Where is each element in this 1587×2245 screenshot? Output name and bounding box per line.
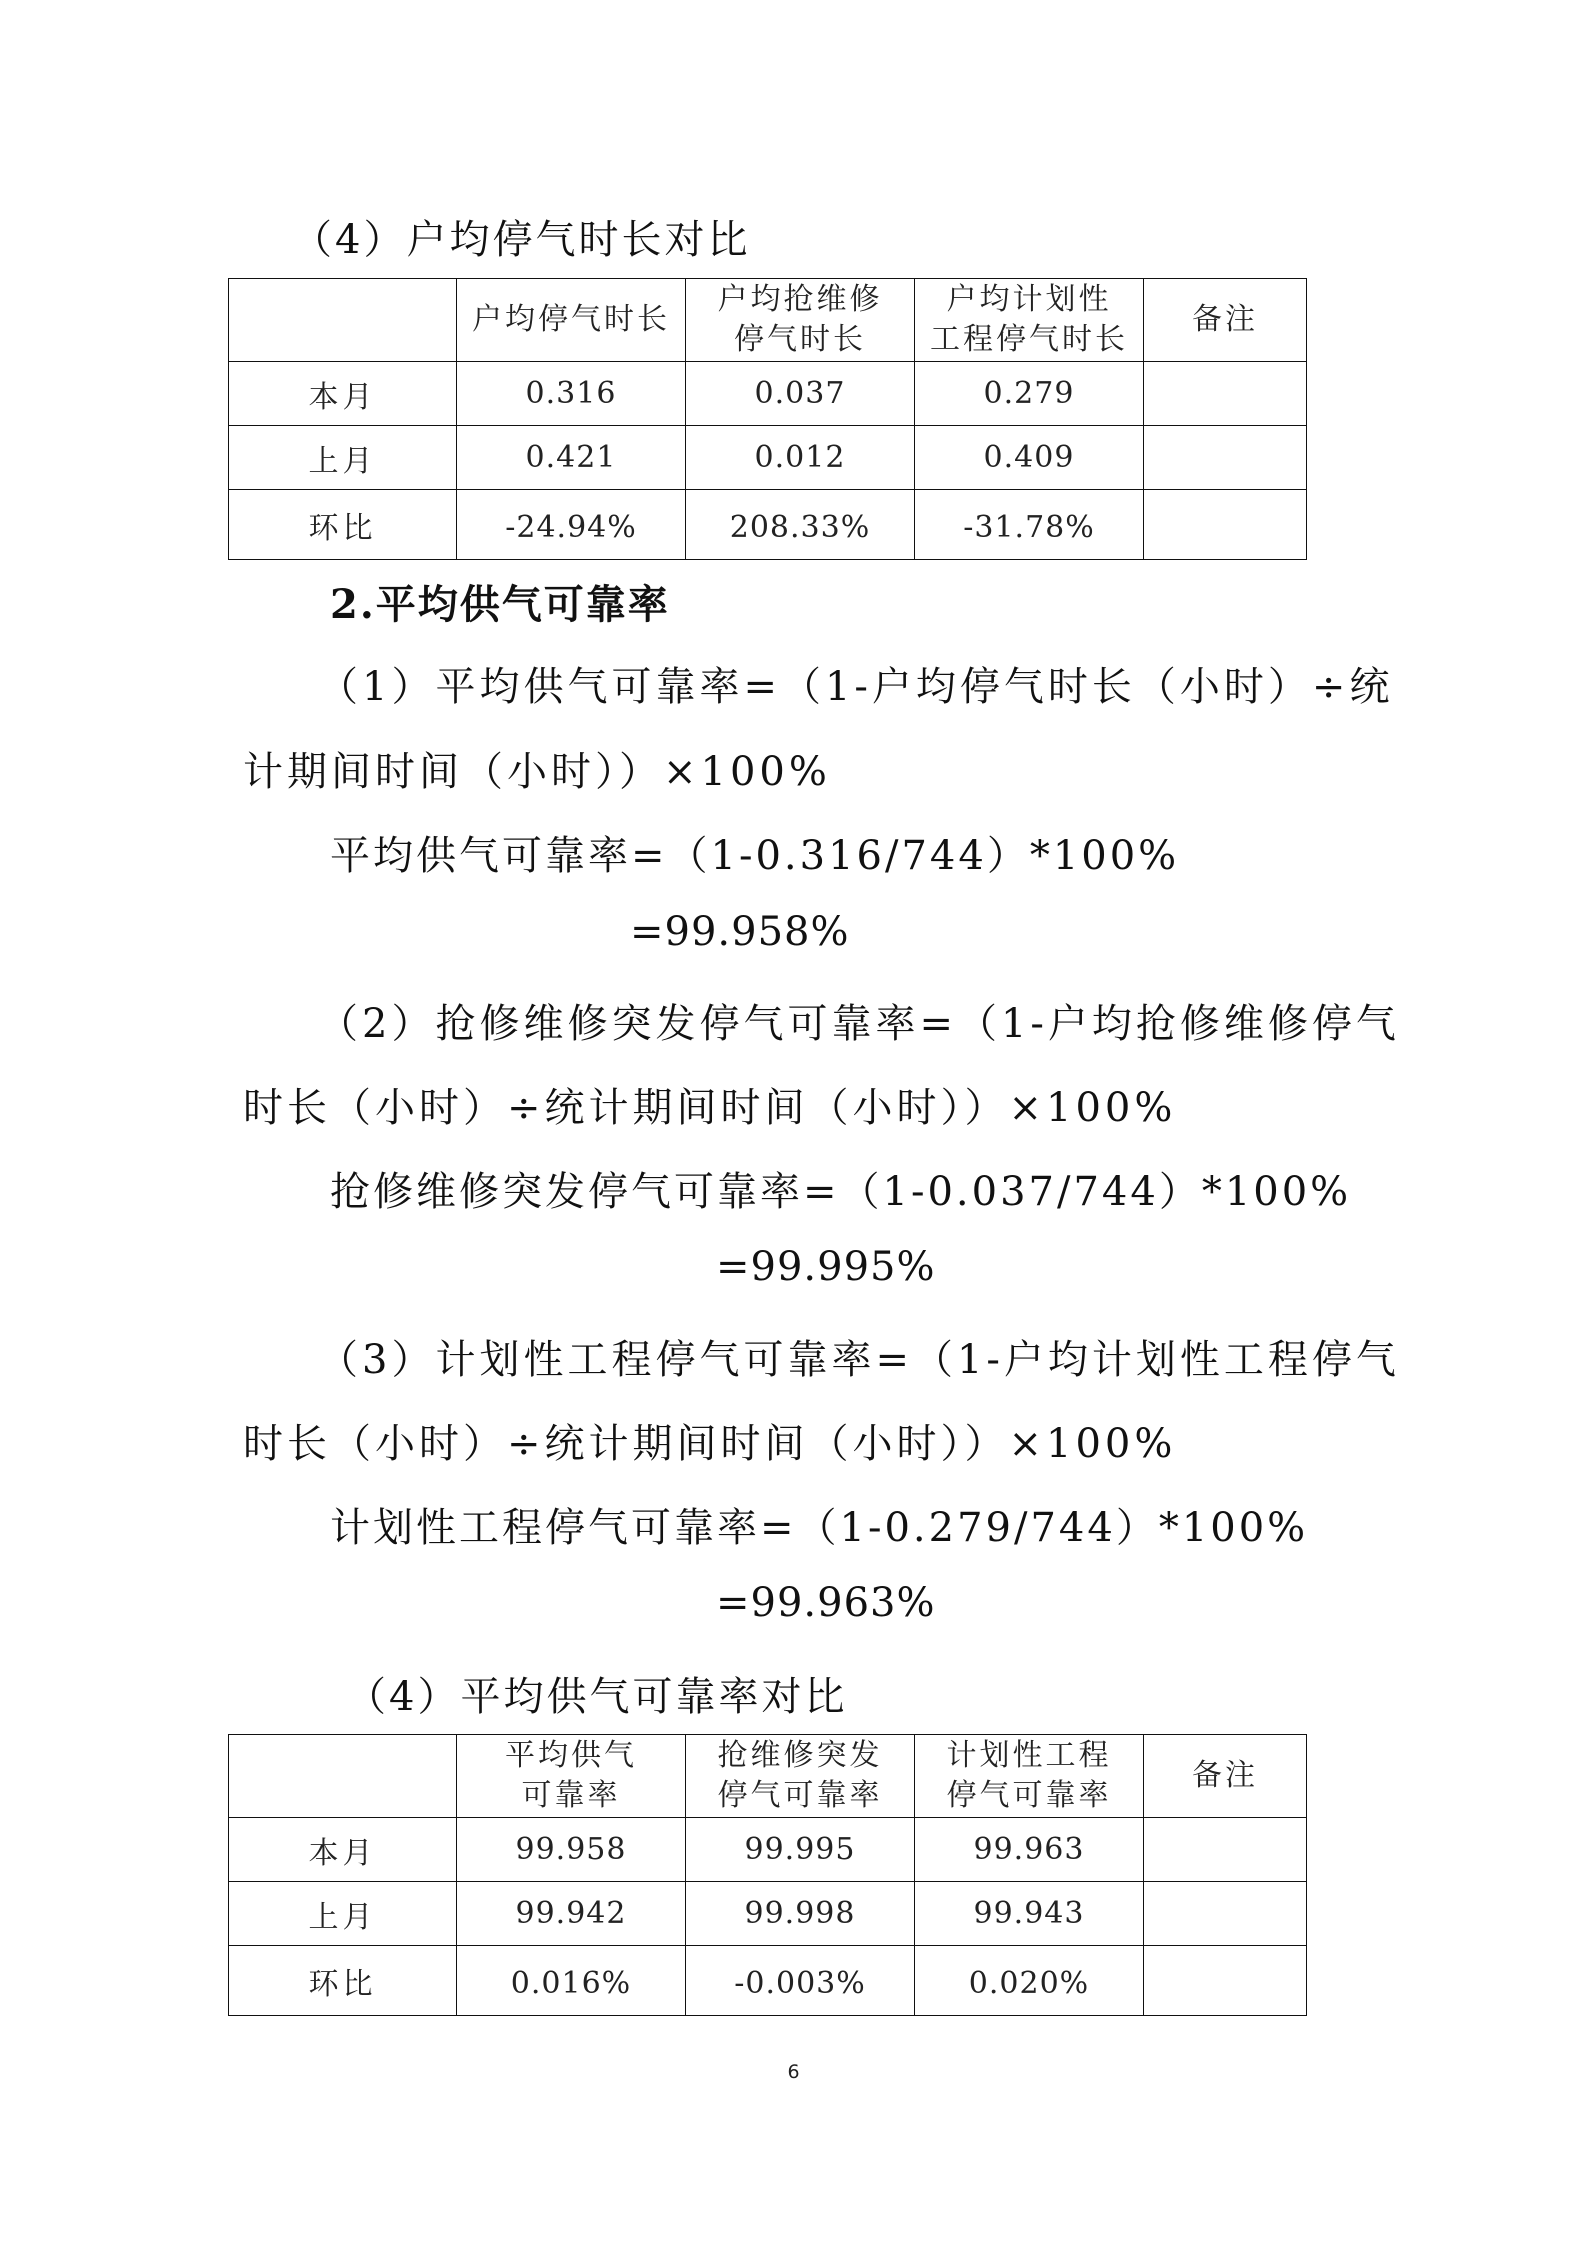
- table-cell-remarks: [1144, 1818, 1307, 1882]
- header-line: 备注: [1192, 1758, 1258, 1793]
- header-line: 可靠率: [521, 1778, 621, 1813]
- header-cell-remarks: [1144, 279, 1307, 362]
- table-cell-remarks: [1144, 1882, 1307, 1946]
- header-cell-remarks: [1144, 1735, 1307, 1818]
- table-cell: 99.943: [915, 1882, 1144, 1946]
- header-line: 户均抢维修: [717, 282, 883, 317]
- calculation-result: =99.958%: [630, 909, 850, 955]
- header-line: 平均供气: [505, 1738, 637, 1773]
- table-cell: 0.316: [457, 362, 686, 426]
- table-cell-remarks: [1144, 1946, 1307, 2016]
- header-cell: [686, 279, 915, 362]
- header-cell: [686, 1735, 915, 1818]
- header-line: 停气时长: [734, 322, 866, 357]
- header-cell: [457, 1735, 686, 1818]
- header-line: 工程停气时长: [930, 322, 1128, 357]
- table-cell-remarks: [1144, 362, 1307, 426]
- table-cell: -24.94%: [457, 490, 686, 560]
- table-cell: -0.003%: [686, 1946, 915, 2016]
- row-label: 本月: [229, 362, 457, 426]
- header-cell-empty: [229, 1735, 457, 1818]
- formula-line: 时长（小时）÷统计期间时间（小时））×100%: [243, 1421, 1177, 1467]
- table-row: [229, 1818, 1307, 1882]
- table-row: [229, 490, 1307, 560]
- header-line: 计划性工程: [946, 1738, 1112, 1773]
- header-cell-empty: [229, 279, 457, 362]
- reliability-table: [228, 1734, 1307, 2016]
- table-row: [229, 1946, 1307, 2016]
- table-cell: 99.963: [915, 1818, 1144, 1882]
- table-row: [229, 426, 1307, 490]
- table-cell: 0.279: [915, 362, 1144, 426]
- row-label: 上月: [229, 426, 457, 490]
- row-label: 上月: [229, 1882, 457, 1946]
- table-cell-remarks: [1144, 490, 1307, 560]
- subsection-title-reliability-comparison: （4）平均供气可靠率对比: [346, 1674, 848, 1720]
- table-cell: 99.942: [457, 1882, 686, 1946]
- table-cell: 0.409: [915, 426, 1144, 490]
- row-label: 本月: [229, 1818, 457, 1882]
- row-label: 环比: [229, 490, 457, 560]
- table-header-row: [229, 1735, 1307, 1818]
- calculation-line: 平均供气可靠率=（1-0.316/744）*100%: [330, 833, 1180, 879]
- table-cell: 99.958: [457, 1818, 686, 1882]
- header-cell: [457, 279, 686, 362]
- header-cell: [915, 279, 1144, 362]
- formula-line: 计期间时间（小时））×100%: [243, 749, 831, 795]
- table-cell: 0.037: [686, 362, 915, 426]
- formula-line: （3）计划性工程停气可靠率=（1-户均计划性工程停气: [318, 1337, 1400, 1383]
- calculation-line: 抢修维修突发停气可靠率=（1-0.037/744）*100%: [330, 1169, 1352, 1215]
- table-row: [229, 1882, 1307, 1946]
- table-cell: 0.421: [457, 426, 686, 490]
- table-cell: 99.995: [686, 1818, 915, 1882]
- table-header-row: [229, 279, 1307, 362]
- page-number: 6: [787, 2061, 800, 2083]
- table-cell: 99.998: [686, 1882, 915, 1946]
- table-cell: 0.020%: [915, 1946, 1144, 2016]
- subsection-title-outage-duration: （4）户均停气时长对比: [292, 217, 751, 263]
- header-line: 户均停气时长: [472, 302, 670, 337]
- table-cell: 0.012: [686, 426, 915, 490]
- table-cell: 208.33%: [686, 490, 915, 560]
- header-line: 备注: [1192, 302, 1258, 337]
- row-label: 环比: [229, 1946, 457, 2016]
- formula-line: （1）平均供气可靠率=（1-户均停气时长（小时）÷统: [318, 664, 1394, 710]
- calculation-line: 计划性工程停气可靠率=（1-0.279/744）*100%: [330, 1505, 1309, 1551]
- formula-line: （2）抢修维修突发停气可靠率=（1-户均抢修维修停气: [318, 1001, 1400, 1047]
- table-row: [229, 362, 1307, 426]
- formula-line: 时长（小时）÷统计期间时间（小时））×100%: [243, 1085, 1177, 1131]
- header-line: 停气可靠率: [946, 1778, 1112, 1813]
- header-line: 抢维修突发: [717, 1738, 883, 1773]
- outage-duration-table: [228, 278, 1307, 560]
- table-cell-remarks: [1144, 426, 1307, 490]
- calculation-result: =99.963%: [716, 1580, 936, 1626]
- header-cell: [915, 1735, 1144, 1818]
- calculation-result: =99.995%: [716, 1244, 936, 1290]
- header-line: 停气可靠率: [717, 1778, 883, 1813]
- table-cell: 0.016%: [457, 1946, 686, 2016]
- section-heading-reliability: 2.平均供气可靠率: [330, 581, 670, 628]
- table-cell: -31.78%: [915, 490, 1144, 560]
- header-line: 户均计划性: [946, 282, 1112, 317]
